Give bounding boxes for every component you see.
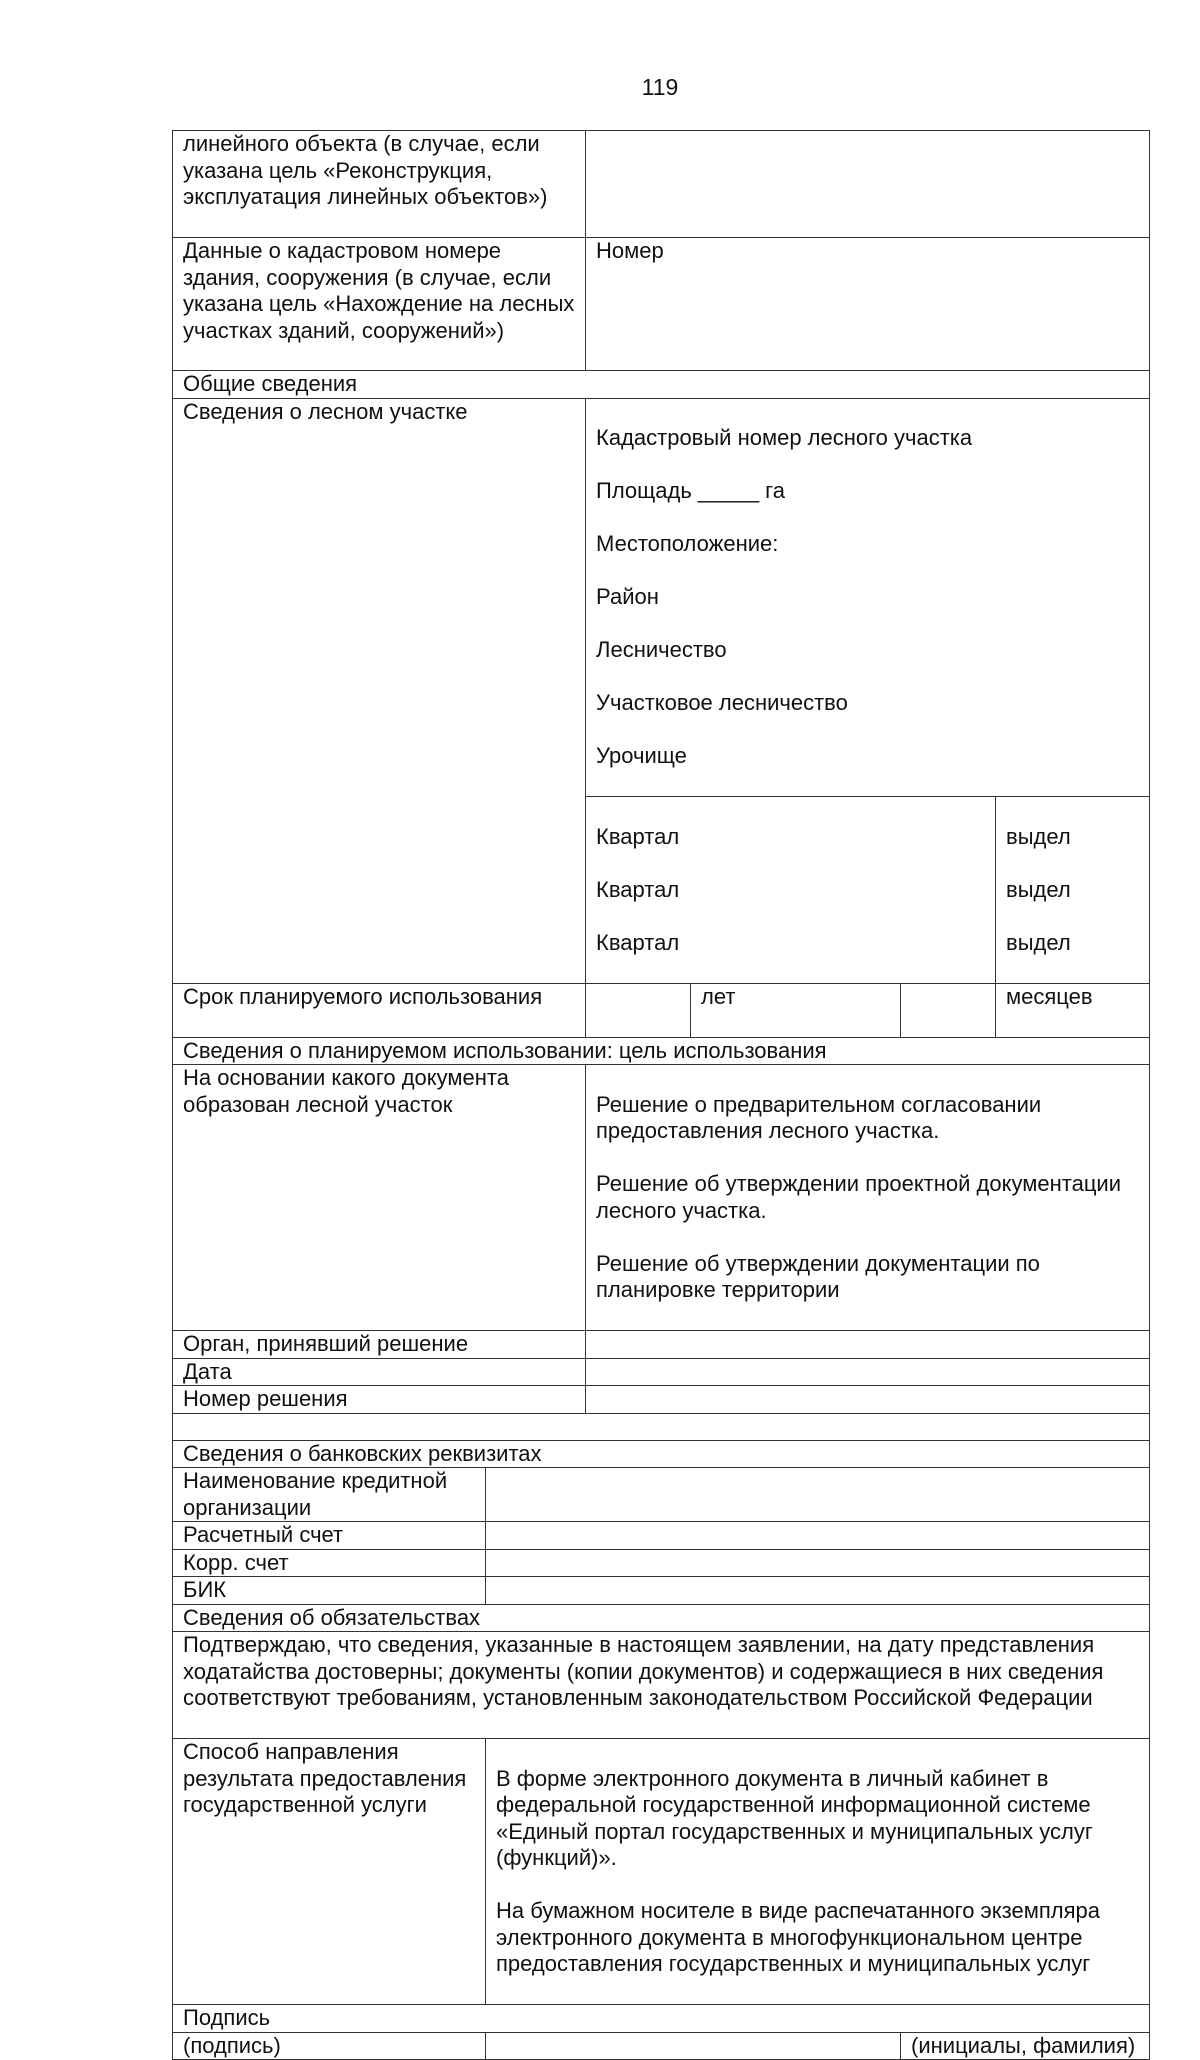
decision-authority-value[interactable] <box>586 1331 1150 1359</box>
signature-sign-label: (подпись) <box>173 2032 486 2060</box>
quarter-label: Квартал <box>596 823 680 849</box>
forest-plot-row <box>173 398 1150 797</box>
cadastral-building-row <box>173 238 1150 371</box>
delivery-row <box>173 1739 1150 2005</box>
empty-cell <box>173 1413 1150 1440</box>
linear-object-row <box>173 131 1150 238</box>
general-header-row <box>173 371 1150 399</box>
quarter-label: Квартал <box>596 876 680 902</box>
signature-header-row <box>173 2005 1150 2033</box>
term-months-unit: месяцев <box>996 983 1150 1037</box>
linear-object-value[interactable] <box>586 131 1150 238</box>
bank-credit-org-row <box>173 1468 1150 1522</box>
obligations-header-row <box>173 1604 1150 1632</box>
basis-option-project-documentation[interactable]: Решение об утверждении проектной документации лесного участка. <box>596 1171 1121 1223</box>
delivery-option-electronic[interactable]: В форме электронного документа в личный кабинет в федеральной государственной информационной системе «Единый портал государственных и муниципальных услуг (функций)». <box>496 1765 1093 1870</box>
decision-date-row <box>173 1358 1150 1386</box>
general-header: Общие сведения <box>173 371 1150 399</box>
term-years-unit: лет <box>691 983 901 1037</box>
bank-corr-account-row <box>173 1549 1150 1577</box>
forest-plot-local-forestry: Участковое лесничество <box>596 690 848 715</box>
bank-header-row <box>173 1440 1150 1468</box>
term-years-value[interactable] <box>586 983 691 1037</box>
decision-authority-row <box>173 1331 1150 1359</box>
forest-plot-allotments <box>996 797 1150 984</box>
allotment-label: выдел <box>1006 876 1071 902</box>
bank-account-label: Расчетный счет <box>173 1522 486 1550</box>
forest-plot-label: Сведения о лесном участке <box>173 398 586 983</box>
bank-header: Сведения о банковских реквизитах <box>173 1440 1150 1468</box>
signature-header: Подпись <box>173 2005 1150 2033</box>
empty-row <box>173 1413 1150 1440</box>
allotment-label: выдел <box>1006 823 1071 849</box>
decision-number-label: Номер решения <box>173 1386 586 1414</box>
obligations-text-row <box>173 1632 1150 1739</box>
cadastral-building-label: Данные о кадастровом номере здания, сооружения (в случае, если указана цель «Нахождение на лесных участках зданий, сооружений») <box>173 238 586 371</box>
delivery-options <box>486 1739 1150 2005</box>
allotment-label: выдел <box>1006 929 1071 955</box>
forest-plot-tract: Урочище <box>596 743 687 768</box>
bank-bik-value[interactable] <box>486 1577 1150 1605</box>
basis-row <box>173 1065 1150 1331</box>
signature-row <box>173 2032 1150 2060</box>
bank-credit-org-value[interactable] <box>486 1468 1150 1522</box>
linear-object-label: линейного объекта (в случае, если указана цель «Реконструкция, эксплуатация линейных объектов») <box>173 131 586 238</box>
decision-number-value[interactable] <box>586 1386 1150 1414</box>
term-label: Срок планируемого использования <box>173 983 586 1037</box>
term-months-value[interactable] <box>901 983 996 1037</box>
delivery-option-paper[interactable]: На бумажном носителе в виде распечатанного экземпляра электронного документа в многофункциональном центре предоставления государственных и муниципальных услуг <box>496 1898 1100 1976</box>
bank-bik-label: БИК <box>173 1577 486 1605</box>
page-number: 119 <box>641 74 679 100</box>
forest-plot-district: Район <box>596 584 659 609</box>
forest-plot-area: Площадь _____ га <box>596 478 785 503</box>
term-row <box>173 983 1150 1037</box>
obligations-header: Сведения об обязательствах <box>173 1604 1150 1632</box>
obligations-text: Подтверждаю, что сведения, указанные в настоящем заявлении, на дату представления ходатайства достоверны; документы (копии документов) и содержащиеся в них сведения соответствуют требованиям, установленным законодательством Российской Федерации <box>173 1632 1150 1739</box>
basis-options <box>586 1065 1150 1331</box>
quarter-label: Квартал <box>596 929 680 955</box>
bank-account-row <box>173 1522 1150 1550</box>
forest-plot-forestry: Лесничество <box>596 637 727 662</box>
basis-option-preliminary-approval[interactable]: Решение о предварительном согласовании предоставления лесного участка. <box>596 1091 1042 1143</box>
decision-date-value[interactable] <box>586 1358 1150 1386</box>
bank-corr-account-label: Корр. счет <box>173 1549 486 1577</box>
planned-use-header: Сведения о планируемом использовании: цель использования <box>173 1037 1150 1065</box>
decision-authority-label: Орган, принявший решение <box>173 1331 586 1359</box>
bank-credit-org-label: Наименование кредитной организации <box>173 1468 486 1522</box>
basis-option-territory-planning[interactable]: Решение об утверждении документации по планировке территории <box>596 1250 1040 1302</box>
decision-number-row <box>173 1386 1150 1414</box>
forest-plot-location: Местоположение: <box>596 531 779 556</box>
forest-plot-quarters <box>586 797 996 984</box>
signature-middle[interactable] <box>486 2032 901 2060</box>
forest-plot-details <box>586 398 1150 797</box>
basis-label: На основании какого документа образован лесной участок <box>173 1065 586 1331</box>
decision-date-label: Дата <box>173 1358 586 1386</box>
signature-name-label: (инициалы, фамилия) <box>901 2032 1150 2060</box>
forest-plot-cadastral-number: Кадастровый номер лесного участка <box>596 425 973 450</box>
application-form-table <box>172 130 1150 2060</box>
bank-account-value[interactable] <box>486 1522 1150 1550</box>
planned-use-row <box>173 1037 1150 1065</box>
bank-bik-row <box>173 1577 1150 1605</box>
cadastral-building-value[interactable]: Номер <box>586 238 1150 371</box>
bank-corr-account-value[interactable] <box>486 1549 1150 1577</box>
delivery-label: Способ направления результата предоставления государственной услуги <box>173 1739 486 2005</box>
